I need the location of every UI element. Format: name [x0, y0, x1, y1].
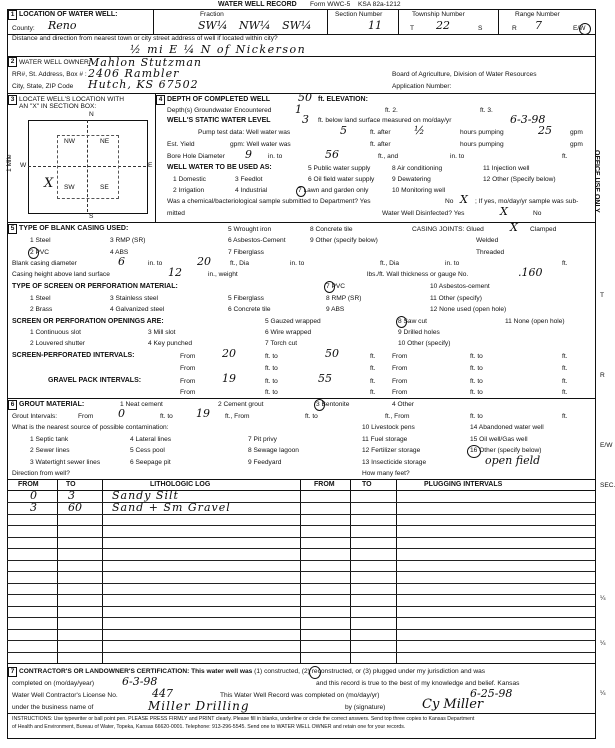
side-quarter-2: ¼: [600, 640, 606, 647]
cert-constructed-circle: [309, 666, 321, 679]
log-row-1-desc[interactable]: Sandy Silt: [112, 489, 179, 502]
contam-1[interactable]: 1 Septic tank: [30, 436, 69, 443]
log-rule-line: [7, 606, 595, 607]
completed-label: completed on (mo/day/year): [12, 680, 95, 687]
spi-from-label-4: From: [392, 365, 408, 372]
county-label: County:: [12, 25, 35, 32]
grout-1[interactable]: 1 Neat cement: [120, 401, 163, 408]
blank-diameter-value[interactable]: 6: [118, 255, 125, 268]
gi-from-label: From: [78, 413, 94, 420]
board-label: Board of Agriculture, Division of Water Resources: [392, 71, 537, 78]
license-value[interactable]: 447: [152, 687, 173, 700]
casing-5[interactable]: 5 Wrought iron: [228, 226, 272, 233]
contam-3[interactable]: 3 Watertight sewer lines: [30, 459, 101, 466]
spi-ft-to: ft. to: [265, 353, 278, 360]
side-quarter-1: ¼: [600, 595, 606, 602]
casing-type-label: TYPE OF BLANK CASING USED:: [19, 225, 129, 232]
quadrant-nw: NW: [64, 138, 75, 145]
contam-5[interactable]: 5 Cess pool: [130, 447, 165, 454]
casing-1[interactable]: 1 Steel: [30, 237, 51, 244]
casing-joints-mark[interactable]: X: [510, 221, 518, 234]
chem-rest: ; If yes, mo/day/yr sample was sub-: [475, 198, 579, 205]
completed-value[interactable]: 6-3-98: [122, 675, 158, 688]
use-11[interactable]: 11 Injection well: [483, 165, 530, 172]
casing-lbs: lbs./ft. Wall thickness or gauge No.: [367, 271, 469, 278]
casing-gauge-value[interactable]: .160: [518, 266, 543, 279]
distance-label: Distance and direction from nearest town or city street address of well if located within city?: [12, 35, 278, 42]
section-6-number: 6: [8, 400, 17, 410]
static-date[interactable]: 6-3-98: [510, 113, 546, 126]
screen-8[interactable]: 8 RMP (SR): [326, 295, 362, 302]
blank-to-value[interactable]: 20: [197, 255, 211, 268]
section-value[interactable]: 11: [368, 19, 382, 32]
screen-7[interactable]: 7 PVC: [326, 283, 346, 290]
blank-in-to-2: in. to: [290, 260, 305, 267]
gi-ft-to: ft. to: [160, 413, 173, 420]
est-yield-gpm: gpm: [570, 141, 583, 148]
south-label: S: [89, 213, 94, 220]
gp-from-label-3: From: [180, 389, 196, 396]
record-completed-value[interactable]: 6-25-98: [470, 687, 513, 700]
contam-15[interactable]: 15 Oil well/Gas well: [470, 436, 528, 443]
blank-ft-dia-2: ft., Dia: [380, 260, 400, 267]
gp-from-label-4: From: [392, 389, 408, 396]
side-ew: E/W: [600, 442, 613, 449]
blank-ft: ft.: [562, 260, 568, 267]
est-yield-hours: hours pumping: [460, 141, 504, 148]
opening-saw-circle: [396, 316, 407, 328]
spi-from-value[interactable]: 20: [222, 347, 236, 360]
use-label: WELL WATER TO BE USED AS:: [167, 164, 272, 171]
quadrant-ne: NE: [100, 138, 110, 145]
grout-3[interactable]: 3 Bentonite: [316, 401, 350, 408]
gp-ft-2: ft.: [562, 378, 568, 385]
gp-from-label: From: [180, 378, 196, 385]
how-many-feet-label: How many feet?: [362, 470, 410, 477]
depth-label: DEPTH OF COMPLETED WELL: [167, 96, 271, 103]
grout-2[interactable]: 2 Cement grout: [218, 401, 264, 408]
casing-pvc-circle: [28, 247, 39, 259]
contam-12[interactable]: 12 Fertilizer storage: [362, 447, 421, 454]
log-from2-header: FROM: [314, 481, 335, 488]
blank-in-to: in. to: [148, 260, 163, 267]
log-rule-line: [7, 583, 595, 584]
use-1[interactable]: 5 Public water supply: [308, 165, 371, 172]
gp-ft-to-3: ft. to: [265, 389, 278, 396]
application-label: Application Number:: [392, 83, 452, 90]
screen-6[interactable]: 6 Concrete tile: [228, 306, 271, 313]
disinfected-label: Water Well Disinfected? Yes: [382, 210, 465, 217]
use-feedlot[interactable]: 3 Feedlot: [235, 176, 263, 183]
gi-to-value[interactable]: 19: [196, 407, 210, 420]
mile-label: 1 Mile: [6, 154, 13, 172]
est-yield-mid: gpm: Well water was: [230, 141, 291, 148]
screen-pvc-circle: [324, 281, 335, 293]
cert-heading: CONTRACTOR'S OR LANDOWNER'S CERTIFICATION: This water well was: [19, 668, 253, 675]
casing-7[interactable]: 7 Fiberglass: [228, 249, 264, 256]
casing-height-value[interactable]: 12: [168, 266, 182, 279]
spi-ft-2: ft.: [562, 353, 568, 360]
groundwater-value[interactable]: 1: [295, 103, 302, 116]
quadrant-se: SE: [100, 184, 109, 191]
bore-value[interactable]: 9: [245, 148, 252, 161]
opening-9[interactable]: 9 Drilled holes: [398, 329, 440, 336]
log-rule-line: [7, 514, 595, 515]
location-label: LOCATION OF WATER WELL:: [19, 11, 118, 18]
opening-11[interactable]: 11 None (open hole): [505, 318, 565, 325]
use-lawn-circle: [296, 186, 306, 197]
est-yield-after: ft. after: [370, 141, 391, 148]
blank-ft-dia: ft., Dia: [230, 260, 250, 267]
disinfected-no: No: [533, 210, 542, 217]
log-rule-line: [7, 571, 595, 572]
openings-label: SCREEN OR PERFORATION OPENINGS ARE:: [12, 318, 164, 325]
gi-from-value[interactable]: 0: [118, 407, 125, 420]
spi-ft-4: ft.: [562, 365, 568, 372]
log-to2-header: TO: [362, 481, 372, 488]
static-value[interactable]: 3: [302, 113, 309, 126]
section-number-label: Section Number: [335, 11, 383, 18]
groundwater-ft3: ft. 3.: [480, 107, 493, 114]
use-lawn[interactable]: 7 Lawn and garden only: [298, 187, 369, 194]
opening-3[interactable]: 3 Mill slot: [148, 329, 176, 336]
casing-height-rest: in., weight: [208, 271, 238, 278]
gp-ft-to-2: ft. to: [470, 378, 483, 385]
form-title: WATER WELL RECORD: [218, 1, 297, 8]
log-row-1-to[interactable]: 3: [68, 489, 75, 502]
section-2-number: 2: [8, 57, 17, 67]
contam-10[interactable]: 10 Livestock pens: [362, 424, 415, 431]
contam-14[interactable]: 14 Abandoned water well: [470, 424, 544, 431]
completed-rest: and this record is true to the best of my knowledge and belief. Kansas: [316, 680, 520, 687]
casing-height-label: Casing height above land surface: [12, 271, 110, 278]
screen-5[interactable]: 5 Fiberglass: [228, 295, 264, 302]
log-row-1-from[interactable]: 0: [30, 489, 37, 502]
screen-11[interactable]: 11 Other (specify): [430, 295, 482, 302]
owner-value[interactable]: Mahlon Stutzman: [88, 56, 202, 69]
log-from-header: FROM: [18, 481, 39, 488]
business-value[interactable]: Miller Drilling: [148, 699, 250, 713]
screen-3[interactable]: 3 Stainless steel: [110, 295, 159, 302]
range-r: R: [512, 25, 517, 32]
record-completed-label: This Water Well Record was completed on (mo/day/yr): [220, 692, 380, 699]
range-ew: E/W: [573, 25, 586, 32]
city-label: City, State, ZIP Code: [12, 83, 74, 90]
depth-value[interactable]: 50: [298, 91, 312, 104]
use-dewatering[interactable]: 9 Dewatering: [392, 176, 431, 183]
casing-clamped: Clamped: [530, 226, 557, 233]
groundwater-ft2: ft. 2.: [385, 107, 398, 114]
screen-1[interactable]: 1 Steel: [30, 295, 51, 302]
bore-ft: ft.: [562, 153, 568, 160]
pump-hours-label: hours pumping: [460, 129, 504, 136]
casing-8[interactable]: 8 Concrete tile: [310, 226, 353, 233]
gravel-intervals-label: GRAVEL PACK INTERVALS:: [48, 377, 142, 384]
casing-welded: Welded: [476, 237, 499, 244]
side-sec: SEC.: [600, 482, 615, 489]
grout-intervals-label: Grout Intervals:: [12, 413, 58, 420]
log-row-2-from[interactable]: 3: [30, 501, 37, 514]
spi-ft-3: ft.: [370, 365, 376, 372]
business-label: under the business name of: [12, 704, 94, 711]
screen-2[interactable]: 2 Brass: [30, 306, 53, 313]
pump-label: Pump test data: Well water was: [198, 129, 291, 136]
spi-ft-to-3: ft. to: [265, 365, 278, 372]
signature[interactable]: Cy Miller: [422, 697, 484, 712]
log-row-2-to[interactable]: 60: [68, 501, 82, 514]
gi-ft: ft.: [562, 413, 568, 420]
range-value[interactable]: 7: [535, 19, 542, 32]
grout-4[interactable]: 4 Other: [392, 401, 414, 408]
spi-to-value[interactable]: 50: [325, 347, 339, 360]
opening-10[interactable]: 10 Other (specify): [398, 340, 451, 347]
contamination-label: What is the nearest source of possible contamination:: [12, 424, 169, 431]
log-rule-line: [7, 652, 595, 653]
log-rule-line: [7, 525, 595, 526]
township-t: T: [410, 25, 415, 32]
locate-label: LOCATE WELL'S LOCATION WITH: [19, 96, 125, 103]
casing-joints-label: CASING JOINTS: Glued: [412, 226, 484, 233]
pump-value[interactable]: 5: [340, 124, 347, 137]
side-r: R: [600, 372, 605, 379]
gp-ft: ft.: [370, 378, 376, 385]
contam-7[interactable]: 7 Pit privy: [248, 436, 277, 443]
static-rest: ft. below land surface measured on mo/day/yr: [318, 117, 452, 124]
screen-intervals-label: SCREEN-PERFORATED INTERVALS:: [12, 352, 135, 359]
log-plug-header: PLUGGING INTERVALS: [424, 481, 503, 488]
screen-12[interactable]: 12 None used (open hole): [430, 306, 507, 313]
log-rule-line: [7, 502, 595, 503]
screen-10[interactable]: 10 Asbestos-cement: [430, 283, 490, 290]
log-rule-line: [7, 560, 595, 561]
township-s: S: [478, 25, 483, 32]
township-label: Township Number: [412, 11, 465, 18]
contam-2[interactable]: 2 Sewer lines: [30, 447, 70, 454]
gi-ft-to-2: ft. to: [305, 413, 318, 420]
use-other[interactable]: 12 Other (Specify below): [483, 176, 556, 183]
gp-ft-3: ft.: [370, 389, 376, 396]
license-label: Water Well Contractor's License No.: [12, 692, 118, 699]
address-value[interactable]: 2406 Rambler: [88, 67, 180, 80]
use-monitoring[interactable]: 10 Monitoring well: [392, 187, 446, 194]
elevation-label: ft. ELEVATION:: [318, 96, 368, 103]
side-quarter-3: ¼: [600, 690, 606, 697]
section-1-number: 1: [8, 10, 17, 20]
bore-in-to-2: in. to: [450, 153, 465, 160]
casing-9[interactable]: 9 Other (specify below): [310, 237, 378, 244]
section-3-number: 3: [8, 95, 17, 105]
cert-line-1: [19, 668, 485, 676]
est-yield-label: Est. Yield: [167, 141, 195, 148]
signature-label: by (signature): [345, 704, 386, 711]
owner-label: WATER WELL OWNER:: [19, 59, 91, 66]
gp-to-value[interactable]: 55: [318, 372, 332, 385]
log-rule-line: [7, 548, 595, 549]
east-label: E: [148, 162, 153, 169]
grout-label: GROUT MATERIAL:: [19, 401, 85, 408]
city-value[interactable]: Hutch, KS 67502: [88, 78, 199, 91]
log-row-2-desc[interactable]: Sand + Sm Gravel: [112, 501, 231, 514]
contam-16[interactable]: 16 Other (specify below): [470, 447, 542, 454]
casing-threaded: Threaded: [476, 249, 505, 256]
gi-ft-from: ft., From: [225, 413, 250, 420]
gi-ft-to-3: ft. to: [470, 413, 483, 420]
spi-from-label-3: From: [180, 365, 196, 372]
screen-4[interactable]: 4 Galvanized steel: [110, 306, 165, 313]
spi-ft-to-2: ft. to: [470, 353, 483, 360]
use-oil[interactable]: 6 Oil field water supply: [308, 176, 375, 183]
groundwater-label: Depth(s) Groundwater Encountered: [167, 107, 272, 114]
contam-other-circle: [467, 445, 481, 458]
form-number: Form WWC-5: [310, 1, 351, 8]
chem-no: No: [445, 198, 454, 205]
screen-type-label: TYPE OF SCREEN OR PERFORATION MATERIAL:: [12, 283, 178, 290]
gp-from-label-2: From: [392, 378, 408, 385]
opening-5[interactable]: 5 Gauzed wrapped: [265, 318, 321, 325]
use-irrigation[interactable]: 2 Irrigation: [173, 187, 205, 194]
spi-ft: ft.: [370, 353, 376, 360]
use-industrial[interactable]: 4 Industrial: [235, 187, 268, 194]
log-rule-line: [7, 617, 595, 618]
pump-gpm-value[interactable]: 25: [538, 124, 552, 137]
contam-4[interactable]: 4 Lateral lines: [130, 436, 172, 443]
static-label: WELL'S STATIC WATER LEVEL: [167, 117, 271, 124]
north-label: N: [89, 111, 94, 118]
log-litho-header: LITHOLOGIC LOG: [150, 481, 211, 488]
blank-in-to-3: in. to: [445, 260, 460, 267]
pump-gpm-unit: gpm: [570, 129, 583, 136]
instructions-line-2: of Health and Environment, Bureau of Water, Topeka, Kansas 66620-0001. Telephone: 913-296-5545. Send one to WATER WELL OWNER and retain one for your records.: [12, 724, 406, 730]
range-label: Range Number: [515, 11, 560, 18]
gi-ft-from-2: ft., From: [385, 413, 410, 420]
contam-other-value[interactable]: open field: [485, 454, 541, 467]
spi-from-label: From: [180, 353, 196, 360]
blank-diameter-label: Blank casing diameter: [12, 260, 77, 267]
opening-1[interactable]: 1 Continuous slot: [30, 329, 81, 336]
casing-4[interactable]: 4 ABS: [110, 249, 129, 256]
township-value[interactable]: 22: [436, 19, 450, 32]
log-rule-line: [7, 629, 595, 630]
opening-2[interactable]: 2 Louvered shutter: [30, 340, 85, 347]
fraction-label: Fraction: [200, 11, 224, 18]
gp-ft-to: ft. to: [265, 378, 278, 385]
west-label: W: [20, 162, 27, 169]
contam-13[interactable]: 13 Insecticide storage: [362, 459, 427, 466]
ew-circle: [579, 23, 591, 35]
county-value[interactable]: Reno: [48, 19, 77, 32]
chem-mitted: mitted: [167, 210, 185, 217]
opening-8[interactable]: 8 Saw cut: [398, 318, 427, 325]
opening-7[interactable]: 7 Torch cut: [265, 340, 298, 347]
casing-6[interactable]: 6 Asbestos-Cement: [228, 237, 286, 244]
instructions-line-1: INSTRUCTIONS: Use typewriter or ball point pen. PLEASE PRESS FIRMLY and PRINT clearly. Please fill in blanks, underline or circle the correct answers. Send top three copies to Kansas Department: [12, 716, 475, 722]
bore-label: Bore Hole Diameter: [167, 153, 225, 160]
grout-bentonite-circle: [314, 399, 325, 411]
bore-to-value[interactable]: 56: [325, 148, 339, 161]
fraction-value[interactable]: SW¼ NW¼ SW¼: [198, 19, 312, 32]
section-5-number: 5: [8, 224, 17, 234]
spi-from-label-2: From: [392, 353, 408, 360]
casing-3[interactable]: 3 RMP (SR): [110, 237, 146, 244]
direction-label: Direction from well?: [12, 470, 70, 477]
locate-label-2: AN "X" IN SECTION BOX:: [19, 103, 97, 110]
log-rule-line: [7, 537, 595, 538]
chem-label: Was a chemical/bacteriological sample submitted to Department? Yes: [167, 198, 371, 205]
quadrant-sw: SW: [64, 184, 75, 191]
gp-from-value[interactable]: 19: [222, 372, 236, 385]
address-label: RR#, St. Address, Box # :: [12, 71, 87, 78]
pump-after: ft. after: [370, 129, 391, 136]
use-8[interactable]: 8 Air conditioning: [392, 165, 443, 172]
contam-8[interactable]: 8 Sewage lagoon: [248, 447, 299, 454]
gp-ft-4: ft.: [562, 389, 568, 396]
spi-ft-to-4: ft. to: [470, 365, 483, 372]
bore-ft-and: ft., and: [378, 153, 399, 160]
pump-hours[interactable]: ½: [414, 124, 425, 137]
office-use-label: OFFICE USE ONLY: [593, 150, 600, 213]
cert-options: (1) constructed, (2) reconstructed, or (3) plugged under my jurisdiction and was: [254, 668, 486, 675]
section-4-number: 4: [156, 95, 165, 105]
log-rule-line: [7, 594, 595, 595]
ksa-ref: KSA 82a-1212: [358, 1, 401, 8]
screen-9[interactable]: 9 ABS: [326, 306, 345, 313]
opening-4[interactable]: 4 Key punched: [148, 340, 192, 347]
gp-ft-to-4: ft. to: [470, 389, 483, 396]
chem-mark[interactable]: X: [460, 193, 468, 206]
opening-6[interactable]: 6 Wire wrapped: [265, 329, 312, 336]
contam-11[interactable]: 11 Fuel storage: [362, 436, 408, 443]
side-t-1: T: [600, 292, 605, 299]
casing-2[interactable]: 2 PVC: [30, 249, 50, 256]
section-7-number: 7: [8, 667, 17, 677]
contam-6[interactable]: 6 Seepage pit: [130, 459, 171, 466]
distance-value[interactable]: ½ mi E ¼ N of Nickerson: [130, 43, 307, 56]
location-x-mark[interactable]: X: [44, 176, 54, 191]
bore-in-to: in. to: [268, 153, 283, 160]
disinfected-mark[interactable]: X: [500, 205, 508, 218]
log-rule-line: [7, 640, 595, 641]
contam-9[interactable]: 9 Feedyard: [248, 459, 282, 466]
use-domestic[interactable]: 1 Domestic: [173, 176, 206, 183]
log-to-header: TO: [66, 481, 76, 488]
